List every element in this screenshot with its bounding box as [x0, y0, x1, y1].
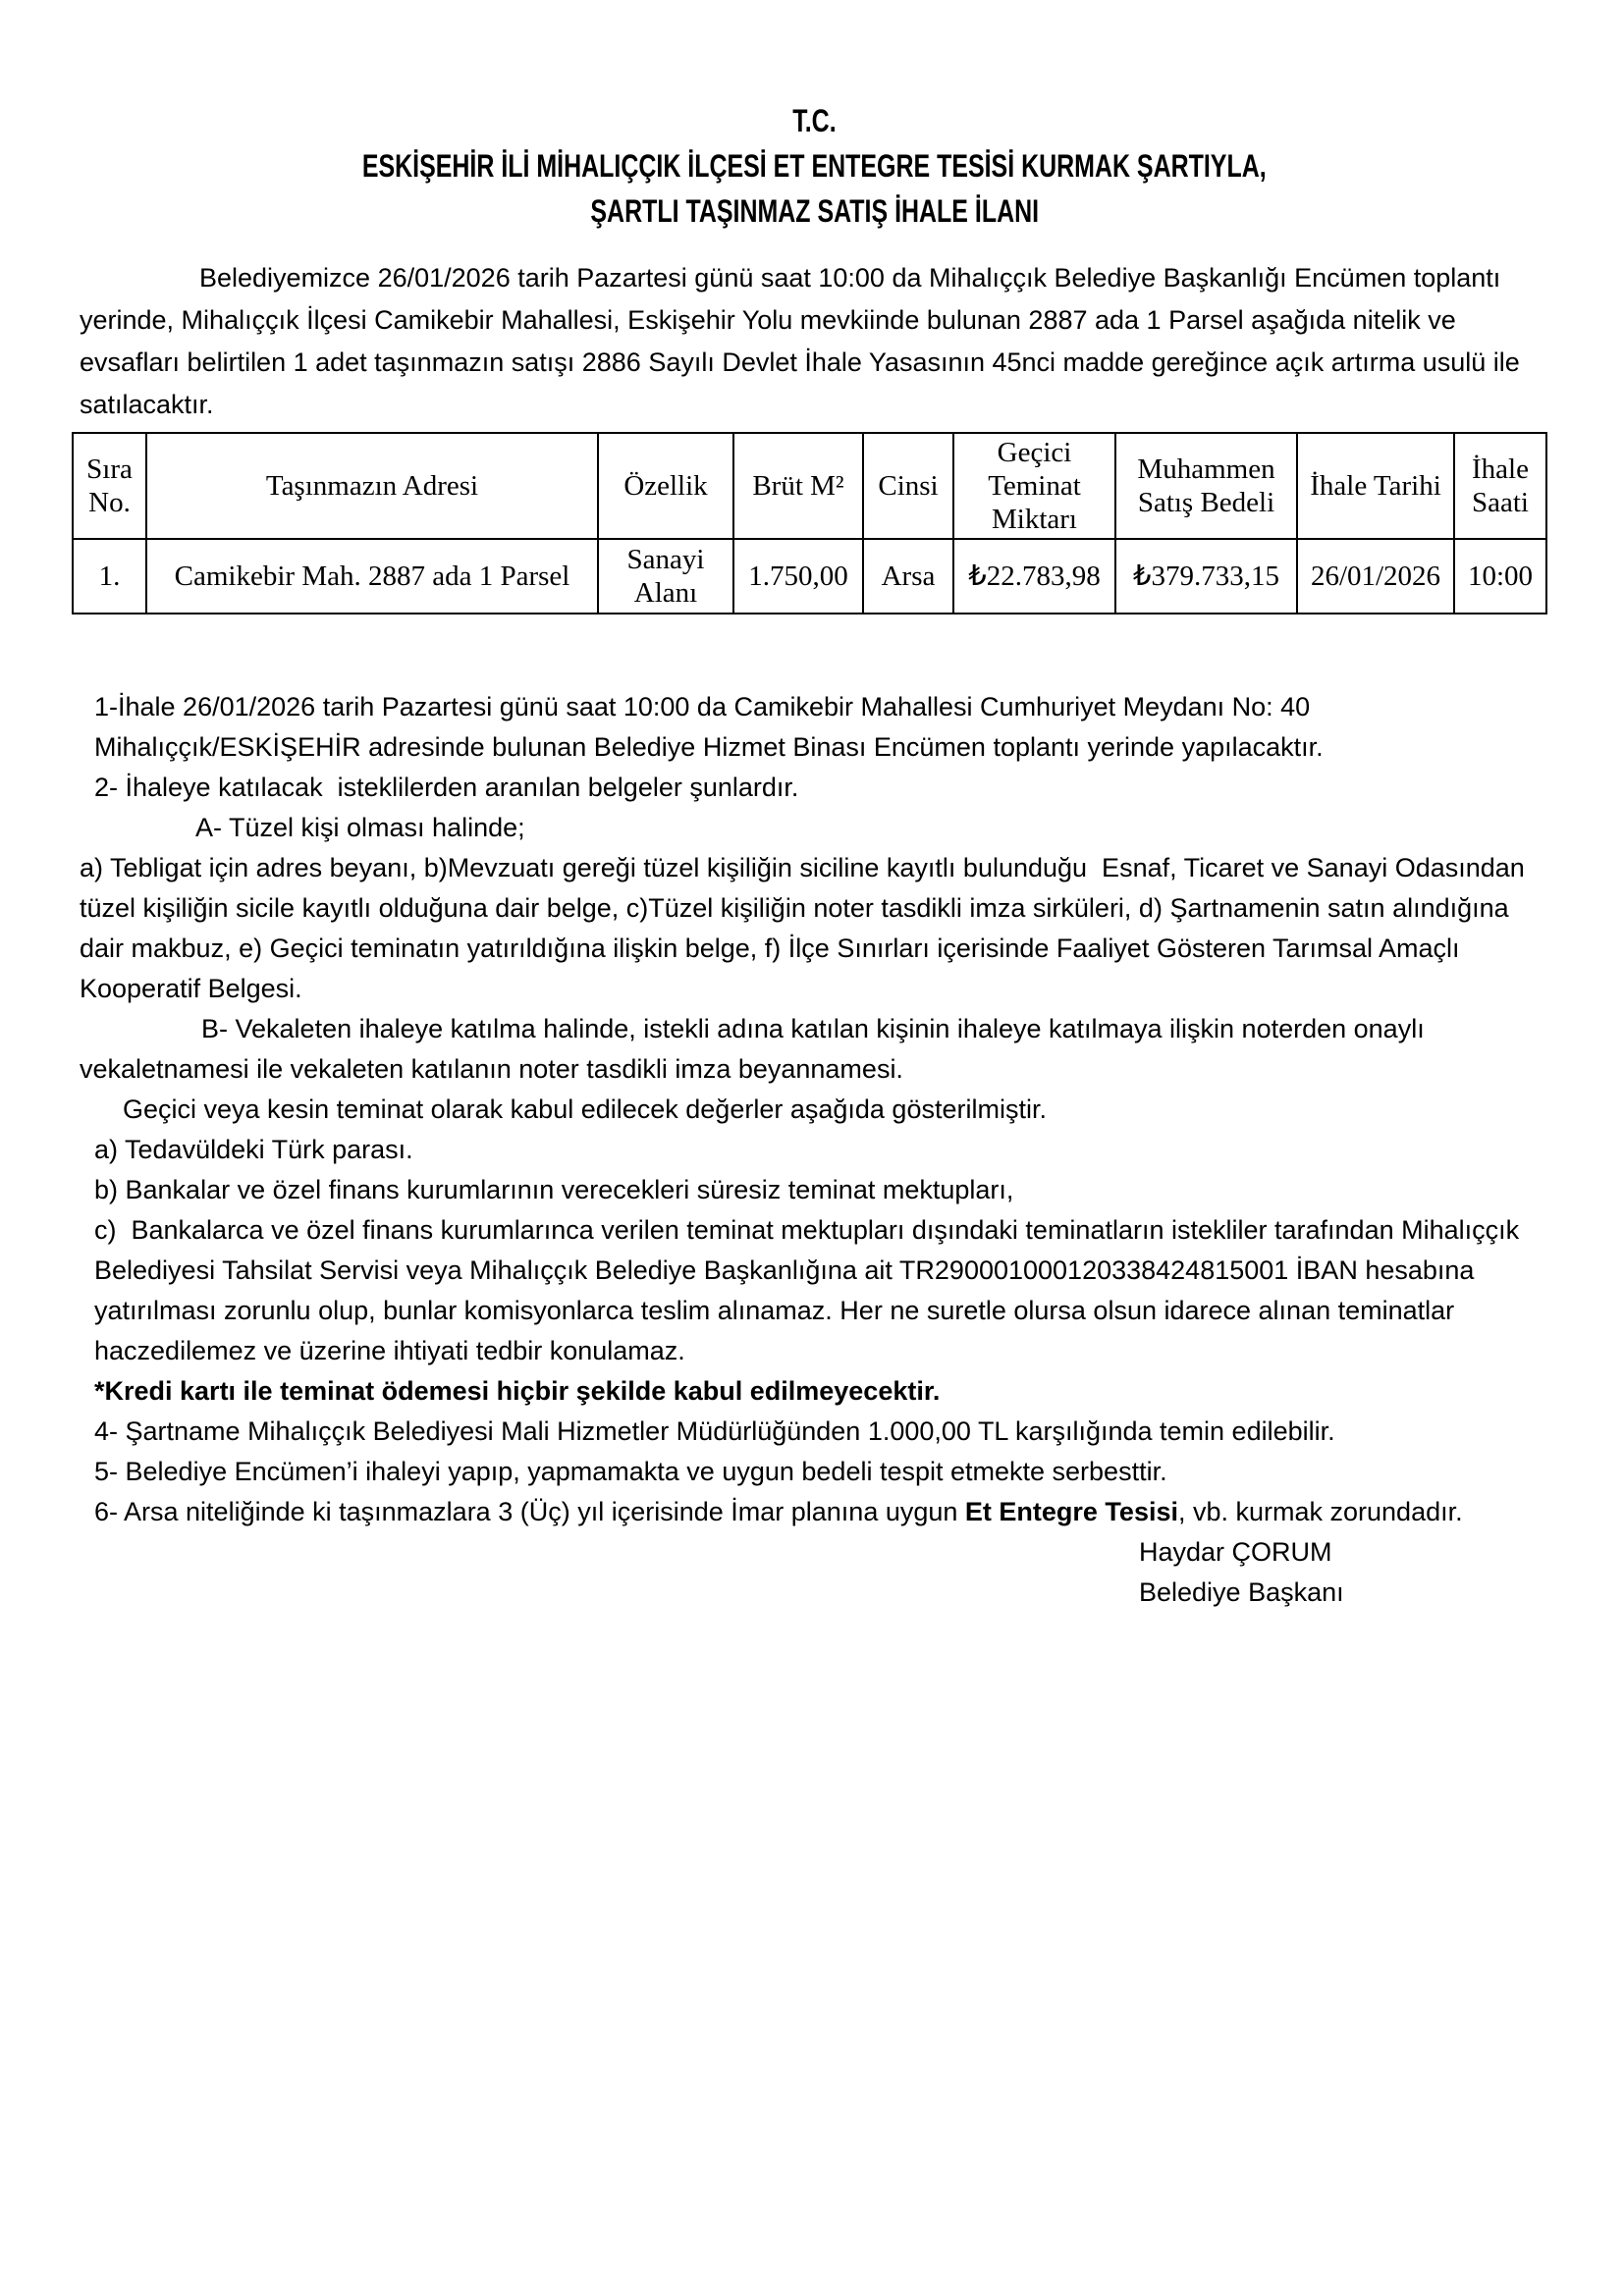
document-title — [72, 98, 1557, 234]
clause-1-venue: 1-İhale 26/01/2026 tarih Pazartesi günü saat 10:00 da Camikebir Mahallesi Cumhuriyet Meydanı No: 40 Mihalıççık/ESKİŞEHİR adresinde bulunan Belediye Hizmet Binası Encümen toplantı yerinde yapılacaktır. — [94, 692, 1324, 762]
col-header-ihale-saati: İhale Saati — [1454, 433, 1546, 539]
guarantee-intro: Geçici veya kesin teminat olarak kabul edilecek değerler aşağıda gösterilmiştir. — [123, 1095, 1047, 1124]
cell-cinsi: Arsa — [863, 539, 953, 614]
guarantee-item-a: a) Tedavüldeki Türk parası. — [94, 1135, 413, 1164]
title-tc-text: T.C. — [792, 103, 837, 138]
cell-gecici-teminat: ₺22.783,98 — [953, 539, 1115, 614]
cell-adres: Camikebir Mah. 2887 ada 1 Parsel — [146, 539, 598, 614]
clause-6-prefix: 6- Arsa niteliğinde ki taşınmazlara 3 (Üç) yıl içerisinde İmar planına uygun — [94, 1497, 965, 1526]
signature-name: Haydar ÇORUM — [1139, 1537, 1332, 1567]
clause-5-council-discretion: 5- Belediye Encümen’i ihaleyi yapıp, yapmamakta ve uygun bedeli tespit etmekte serbesttir. — [94, 1457, 1167, 1486]
clause-6-construction-obligation — [94, 1492, 1557, 1532]
cell-brut-m2: 1.750,00 — [733, 539, 863, 614]
col-header-gecici-teminat: Geçici Teminat Miktarı — [953, 433, 1115, 539]
clause-2a-heading: A- Tüzel kişi olması halinde; — [195, 813, 525, 842]
col-header-sira-no: Sıra No. — [73, 433, 146, 539]
col-header-cinsi: Cinsi — [863, 433, 953, 539]
clauses-section — [72, 687, 1557, 1532]
title-line-sale-announcement — [72, 188, 1557, 234]
clause-2-required-documents: 2- İhaleye katılacak isteklilerden aranılan belgeler şunlardır. — [94, 773, 799, 802]
col-header-ozellik: Özellik — [598, 433, 733, 539]
table-header-row — [73, 433, 1546, 539]
intro-paragraph: Belediyemizce 26/01/2026 tarih Pazartesi günü saat 10:00 da Mihalıççık Belediye Başkanlığı Encümen toplantı yerinde, Mihalıççık İlçesi Camikebir Mahallesi, Eskişehir Yolu mevkiinde bulunan 2887 ada 1 Parsel aşağıda nitelik ve evsafları belirtilen 1 adet taşınmazın satışı 2886 Sayılı Devlet İhale Yasasının 45nci madde gereğince açık artırma usulü ile satılacaktır. — [80, 263, 1528, 419]
col-header-muhammen-bedel: Muhammen Satış Bedeli — [1115, 433, 1297, 539]
title-line-tc — [72, 98, 1557, 143]
col-header-adres: Taşınmazın Adresi — [146, 433, 598, 539]
clause-6-bold-facility: Et Entegre Tesisi — [964, 1497, 1178, 1526]
cell-ozellik: Sanayi Alanı — [598, 539, 733, 614]
col-header-brut-m2: Brüt M² — [733, 433, 863, 539]
signature-block — [1139, 1532, 1557, 1613]
cell-muhammen-bedel: ₺379.733,15 — [1115, 539, 1297, 614]
cell-ihale-saati: 10:00 — [1454, 539, 1546, 614]
clause-6-suffix: , vb. kurmak zorundadır. — [1177, 1497, 1463, 1526]
guarantee-item-b: b) Bankalar ve özel finans kurumlarının verecekleri süresiz teminat mektupları, — [94, 1175, 1014, 1204]
clause-4-specification: 4- Şartname Mihalıççık Belediyesi Mali Hizmetler Müdürlüğünden 1.000,00 TL karşılığında temin edilebilir. — [94, 1416, 1335, 1446]
credit-card-note: *Kredi kartı ile teminat ödemesi hiçbir şekilde kabul edilmeyecektir. — [94, 1376, 941, 1406]
title-line-municipality — [72, 143, 1557, 188]
cell-sira-no: 1. — [73, 539, 146, 614]
guarantee-item-c-iban: c) Bankalarca ve özel finans kurumlarınca verilen teminat mektupları dışındaki teminatların istekliler tarafından Mihalıççık Belediyesi Tahsilat Servisi veya Mihalıççık Belediye Başkanlığına ait TR290001000120338424815001 İBAN hesabına yatırılması zorunlu olup, bunlar komisyonlarca teslim alınamaz. Her ne suretle olursa olsun idarece alınan teminatlar haczedilemez ve üzerine ihtiyati tedbir konulamaz. — [94, 1215, 1527, 1365]
signature-role: Belediye Başkanı — [1139, 1577, 1344, 1607]
cell-ihale-tarihi: 26/01/2026 — [1297, 539, 1454, 614]
clause-2b-proxy: B- Vekaleten ihaleye katılma halinde, istekli adına katılan kişinin ihaleye katılmaya ilişkin noterden onaylı vekaletnamesi ile vekaleten katılanın noter tasdikli imza beyannamesi. — [80, 1014, 1433, 1084]
title-sale-announcement-text: ŞARTLI TAŞINMAZ SATIŞ İHALE İLANI — [590, 193, 1039, 229]
auction-property-table — [72, 432, 1547, 614]
title-municipality-text: ESKİŞEHİR İLİ MİHALIÇÇIK İLÇESİ ET ENTEGRE TESİSİ KURMAK ŞARTIYLA, — [362, 148, 1267, 184]
col-header-ihale-tarihi: İhale Tarihi — [1297, 433, 1454, 539]
clause-2a-document-list: a) Tebligat için adres beyanı, b)Mevzuatı gereği tüzel kişiliğin siciline kayıtlı bulunduğu Esnaf, Ticaret ve Sanayi Odasından tüzel kişiliğin sicile kayıtlı olduğuna dair belge, c)Tüzel kişiliğin noter tasdikli imza sirküleri, d) Şartnamenin satın alındığına dair makbuz, e) Geçici teminatın yatırıldığına ilişkin belge, f) İlçe Sınırları içerisinde Faaliyet Gösteren Tarımsal Amaçlı Kooperatif Belgesi. — [80, 853, 1540, 1003]
table-row — [73, 539, 1546, 614]
